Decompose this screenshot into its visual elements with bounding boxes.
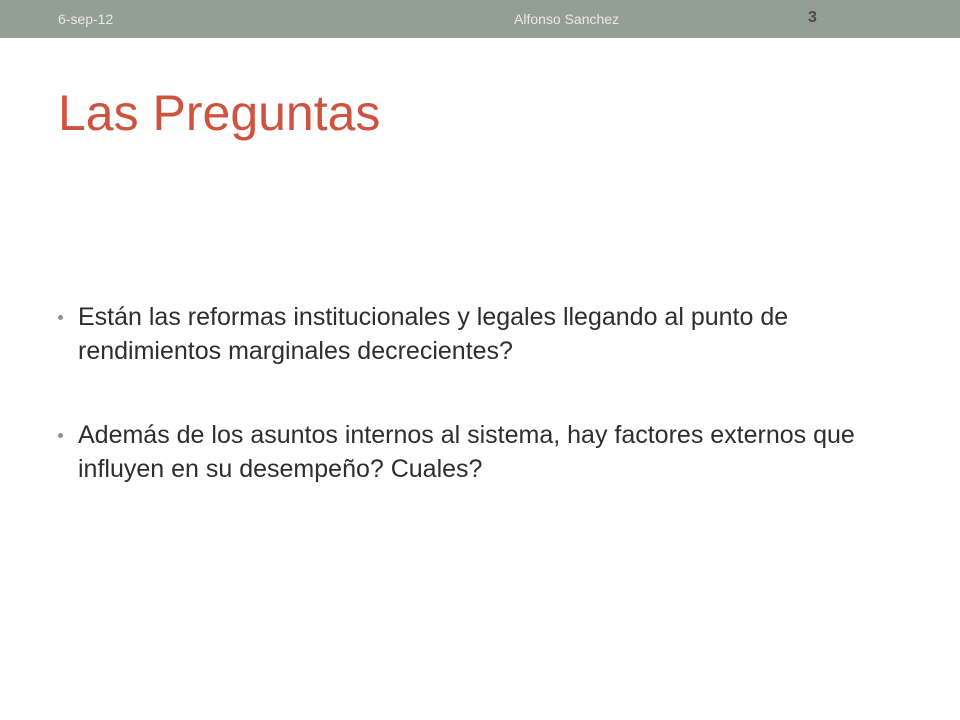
bullet-item xyxy=(58,300,888,368)
header-date: 6-sep-12 xyxy=(58,11,114,27)
bullet-list xyxy=(58,300,888,536)
slide-title: Las Preguntas xyxy=(58,85,381,141)
bullet-text: Están las reformas institucionales y legales llegando al punto de rendimientos marginales decrecientes? xyxy=(78,303,789,365)
bullet-marker-icon xyxy=(58,433,63,438)
slide-number: 3 xyxy=(808,9,817,26)
header-author: Alfonso Sanchez xyxy=(514,11,620,27)
bullet-marker-icon xyxy=(58,315,63,320)
header-bar xyxy=(0,0,960,38)
bullet-item xyxy=(58,418,888,486)
bullet-text: Además de los asuntos internos al sistema, hay factores externos que influyen en su desempeño? Cuales? xyxy=(78,421,855,483)
